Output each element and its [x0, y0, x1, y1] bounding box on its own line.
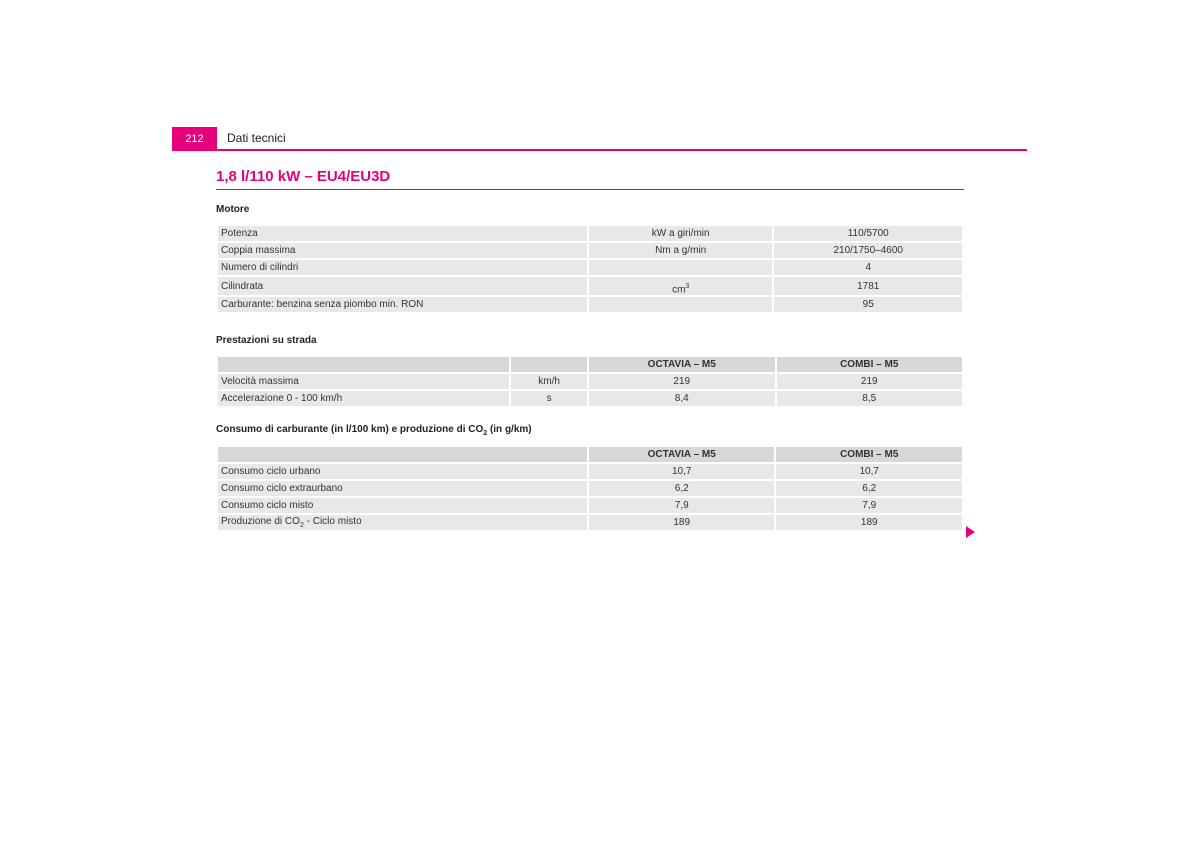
row-value: 219: [776, 373, 964, 390]
row-value: 10,7: [588, 463, 776, 480]
column-header: COMBI – M5: [776, 356, 964, 373]
row-unit: kW a giri/min: [588, 225, 774, 242]
table-row: [217, 390, 963, 407]
row-value: 10,7: [775, 463, 963, 480]
row-value: 8,5: [776, 390, 964, 407]
table-row: [217, 276, 963, 296]
column-header: COMBI – M5: [775, 446, 963, 463]
table-row: [217, 373, 963, 390]
row-unit: Nm a g/min: [588, 242, 774, 259]
consumo-heading-text: Consumo di carburante (in l/100 km) e produzione di CO: [216, 424, 484, 435]
row-value: 7,9: [775, 497, 963, 514]
row-label-text: Consumo ciclo urbano: [221, 466, 321, 477]
row-label: Potenza: [217, 225, 588, 242]
page-title: 1,8 l/110 kW – EU4/EU3D: [216, 168, 964, 190]
row-value: 189: [775, 514, 963, 531]
row-label: Cilindrata: [217, 276, 588, 296]
section-title: Dati tecnici: [227, 131, 286, 145]
table-header-row: [217, 446, 963, 463]
table-row: [217, 497, 963, 514]
row-value: 7,9: [588, 497, 776, 514]
row-value: 1781: [773, 276, 963, 296]
row-value: 110/5700: [773, 225, 963, 242]
row-label: Accelerazione 0 - 100 km/h: [217, 390, 510, 407]
row-value: 210/1750–4600: [773, 242, 963, 259]
row-unit: [588, 259, 774, 276]
prestazioni-heading: Prestazioni su strada: [216, 335, 317, 346]
row-label-suffix: - Ciclo misto: [303, 516, 362, 527]
consumo-heading-subscript: 2: [483, 430, 488, 437]
consumo-heading: [216, 424, 532, 437]
row-label-text: Consumo ciclo extraurbano: [221, 483, 343, 494]
continue-arrow-icon: [966, 526, 975, 538]
table-row: [217, 242, 963, 259]
row-value: 6,2: [588, 480, 776, 497]
table-row: [217, 480, 963, 497]
row-unit: [588, 276, 774, 296]
consumo-table: [216, 445, 964, 532]
row-label: Numero di cilindri: [217, 259, 588, 276]
row-label: Carburante: benzina senza piombo min. RON: [217, 296, 588, 313]
row-label-text: Consumo ciclo misto: [221, 500, 314, 511]
header-empty: [217, 356, 510, 373]
row-label: Velocità massima: [217, 373, 510, 390]
column-header: OCTAVIA – M5: [588, 446, 776, 463]
table-row: [217, 463, 963, 480]
row-value: 8,4: [588, 390, 776, 407]
row-label-text: Produzione di CO: [221, 516, 300, 527]
row-label: [217, 514, 588, 531]
row-unit: [588, 296, 774, 313]
row-unit: km/h: [510, 373, 588, 390]
table-row: [217, 225, 963, 242]
row-label: Coppia massima: [217, 242, 588, 259]
table-row: [217, 259, 963, 276]
row-label: [217, 463, 588, 480]
row-value: 219: [588, 373, 776, 390]
motore-table: [216, 224, 964, 314]
row-value: 95: [773, 296, 963, 313]
table-header-row: [217, 356, 963, 373]
motore-heading: Motore: [216, 204, 250, 215]
row-label: [217, 497, 588, 514]
table-row: [217, 296, 963, 313]
consumo-heading-suffix: (in g/km): [487, 424, 532, 435]
row-value: 6,2: [775, 480, 963, 497]
row-label-subscript: 2: [299, 522, 304, 529]
unit-text: cm: [672, 284, 686, 295]
unit-superscript: 3: [685, 282, 690, 290]
table-row: [217, 514, 963, 531]
column-header: OCTAVIA – M5: [588, 356, 776, 373]
prestazioni-table: [216, 355, 964, 408]
header-empty: [510, 356, 588, 373]
header-empty: [217, 446, 588, 463]
row-unit: s: [510, 390, 588, 407]
row-value: 189: [588, 514, 776, 531]
row-value: 4: [773, 259, 963, 276]
row-label: [217, 480, 588, 497]
page-number: 212: [172, 127, 217, 149]
page-header: [172, 127, 1027, 151]
